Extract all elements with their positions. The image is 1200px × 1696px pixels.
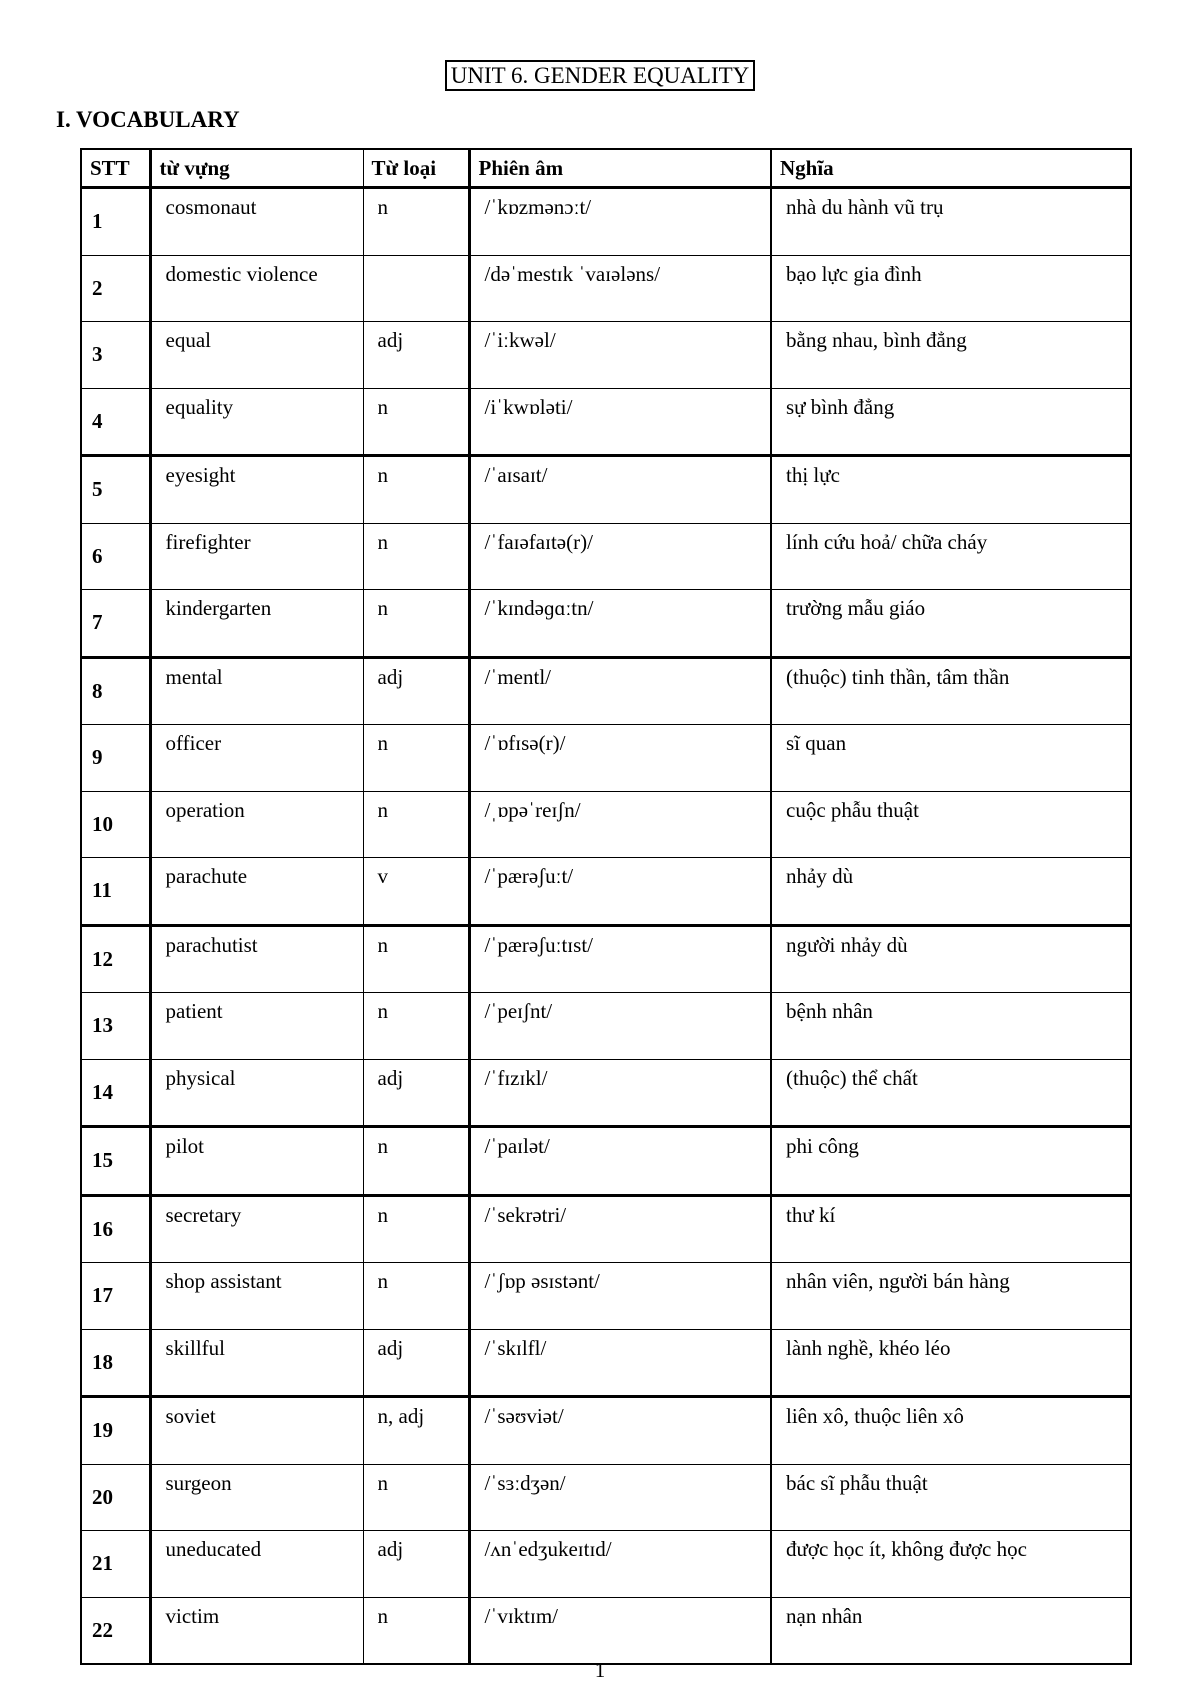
row-stt: 20 [81,1464,150,1531]
table-row [81,657,1131,725]
row-word: equal [150,322,363,389]
row-pronunciation: /ˈsekrətri/ [469,1195,771,1263]
table-row [81,523,1131,590]
row-pronunciation: /ˈvɪktɪm/ [469,1597,771,1664]
row-word: secretary [150,1195,363,1263]
row-part-of-speech: n [363,791,469,858]
row-pronunciation: /ˈiːkwəl/ [469,322,771,389]
row-part-of-speech: n [363,1195,469,1263]
row-meaning: (thuộc) tinh thần, tâm thần [771,657,1131,725]
row-stt: 7 [81,590,150,658]
row-meaning: thư kí [771,1195,1131,1263]
row-meaning: được học ít, không được học [771,1531,1131,1598]
table-row [81,1464,1131,1531]
table-row [81,188,1131,256]
row-part-of-speech: n [363,523,469,590]
table-row [81,590,1131,658]
row-word: equality [150,388,363,456]
row-meaning: bệnh nhân [771,993,1131,1060]
table-row [81,1531,1131,1598]
table-row [81,1059,1131,1127]
row-stt: 18 [81,1329,150,1397]
row-word: parachutist [150,925,363,993]
row-meaning: lành nghề, khéo léo [771,1329,1131,1397]
row-pronunciation: /ʌnˈedʒukeɪtɪd/ [469,1531,771,1598]
table-row [81,791,1131,858]
row-meaning: cuộc phẫu thuật [771,791,1131,858]
row-word: firefighter [150,523,363,590]
row-pronunciation: /ˈaɪsaɪt/ [469,456,771,524]
row-part-of-speech: adj [363,322,469,389]
row-pronunciation: /ˈsɜːdʒən/ [469,1464,771,1531]
vocabulary-table [80,148,1132,1665]
row-part-of-speech: n [363,1127,469,1196]
row-meaning: thị lực [771,456,1131,524]
row-part-of-speech: n [363,1597,469,1664]
row-word: mental [150,657,363,725]
row-stt: 16 [81,1195,150,1263]
table-row [81,322,1131,389]
row-part-of-speech: n, adj [363,1397,469,1465]
table-row [81,725,1131,792]
row-word: eyesight [150,456,363,524]
header-meaning: Nghĩa [771,149,1131,188]
row-pronunciation: /ˈpaɪlət/ [469,1127,771,1196]
row-word: victim [150,1597,363,1664]
row-stt: 17 [81,1263,150,1330]
row-stt: 1 [81,188,150,256]
table-row [81,1397,1131,1465]
row-pronunciation: /ˈfɪzɪkl/ [469,1059,771,1127]
table-row [81,1597,1131,1664]
row-meaning: bác sĩ phẫu thuật [771,1464,1131,1531]
row-pronunciation: /ˈfaɪəfaɪtə(r)/ [469,523,771,590]
row-pronunciation: /ˈɒfɪsə(r)/ [469,725,771,792]
table-row [81,1127,1131,1196]
table-row [81,388,1131,456]
row-part-of-speech: n [363,725,469,792]
table-row [81,456,1131,524]
row-part-of-speech: n [363,188,469,256]
page-number: 1 [594,1658,606,1682]
row-meaning: nhảy dù [771,858,1131,926]
row-pronunciation: /ˈsəʊviət/ [469,1397,771,1465]
row-word: operation [150,791,363,858]
row-meaning: bạo lực gia đình [771,255,1131,322]
row-stt: 11 [81,858,150,926]
row-stt: 5 [81,456,150,524]
row-word: parachute [150,858,363,926]
row-part-of-speech: n [363,456,469,524]
unit-title-wrapper [0,60,1200,91]
row-word: pilot [150,1127,363,1196]
table-row [81,1329,1131,1397]
row-meaning: người nhảy dù [771,925,1131,993]
row-part-of-speech: v [363,858,469,926]
row-pronunciation: /ˈkɪndəɡɑːtn/ [469,590,771,658]
row-part-of-speech: n [363,993,469,1060]
row-stt: 9 [81,725,150,792]
table-row [81,1263,1131,1330]
row-part-of-speech: n [363,1464,469,1531]
row-part-of-speech: adj [363,1329,469,1397]
table-row [81,858,1131,926]
row-part-of-speech: n [363,925,469,993]
row-part-of-speech: n [363,590,469,658]
row-meaning: lính cứu hoả/ chữa cháy [771,523,1131,590]
row-word: patient [150,993,363,1060]
row-meaning: bằng nhau, bình đẳng [771,322,1131,389]
row-word: physical [150,1059,363,1127]
row-stt: 4 [81,388,150,456]
row-pronunciation: /ˈʃɒp əsɪstənt/ [469,1263,771,1330]
row-pronunciation: /ˈpærəʃuːtɪst/ [469,925,771,993]
row-meaning: phi công [771,1127,1131,1196]
row-meaning: nhà du hành vũ trụ [771,188,1131,256]
table-row [81,993,1131,1060]
row-part-of-speech: adj [363,1059,469,1127]
row-meaning: nhân viên, người bán hàng [771,1263,1131,1330]
row-part-of-speech [363,255,469,322]
row-part-of-speech: adj [363,1531,469,1598]
vocabulary-table-body [81,188,1131,1665]
row-part-of-speech: n [363,1263,469,1330]
row-meaning: sự bình đẳng [771,388,1131,456]
table-row [81,1195,1131,1263]
row-word: skillful [150,1329,363,1397]
header-part-of-speech: Từ loại [363,149,469,188]
row-pronunciation: /ˈpeɪʃnt/ [469,993,771,1060]
row-word: cosmonaut [150,188,363,256]
row-pronunciation: /dəˈmestɪk ˈvaɪələns/ [469,255,771,322]
row-meaning: trường mẫu giáo [771,590,1131,658]
row-meaning: (thuộc) thể chất [771,1059,1131,1127]
row-stt: 2 [81,255,150,322]
row-stt: 15 [81,1127,150,1196]
row-stt: 13 [81,993,150,1060]
row-stt: 19 [81,1397,150,1465]
row-stt: 14 [81,1059,150,1127]
section-title: I. VOCABULARY [56,107,240,132]
row-pronunciation: /ˈskɪlfl/ [469,1329,771,1397]
row-word: officer [150,725,363,792]
row-pronunciation: /ˈkɒzmənɔːt/ [469,188,771,256]
row-stt: 8 [81,657,150,725]
header-stt: STT [81,149,150,188]
table-row [81,925,1131,993]
unit-title: UNIT 6. GENDER EQUALITY [445,60,756,91]
row-meaning: sĩ quan [771,725,1131,792]
row-part-of-speech: n [363,388,469,456]
row-stt: 21 [81,1531,150,1598]
row-stt: 3 [81,322,150,389]
row-stt: 12 [81,925,150,993]
row-pronunciation: /ˈpærəʃuːt/ [469,858,771,926]
row-pronunciation: /ˌɒpəˈreɪʃn/ [469,791,771,858]
row-meaning: nạn nhân [771,1597,1131,1664]
row-word: domestic violence [150,255,363,322]
row-stt: 22 [81,1597,150,1664]
row-stt: 6 [81,523,150,590]
table-header-row [81,149,1131,188]
row-word: shop assistant [150,1263,363,1330]
row-stt: 10 [81,791,150,858]
row-word: soviet [150,1397,363,1465]
table-row [81,255,1131,322]
row-meaning: liên xô, thuộc liên xô [771,1397,1131,1465]
row-word: surgeon [150,1464,363,1531]
header-word: từ vựng [150,149,363,188]
row-part-of-speech: adj [363,657,469,725]
row-pronunciation: /iˈkwɒləti/ [469,388,771,456]
row-word: kindergarten [150,590,363,658]
row-word: uneducated [150,1531,363,1598]
row-pronunciation: /ˈmentl/ [469,657,771,725]
header-pronunciation: Phiên âm [469,149,771,188]
